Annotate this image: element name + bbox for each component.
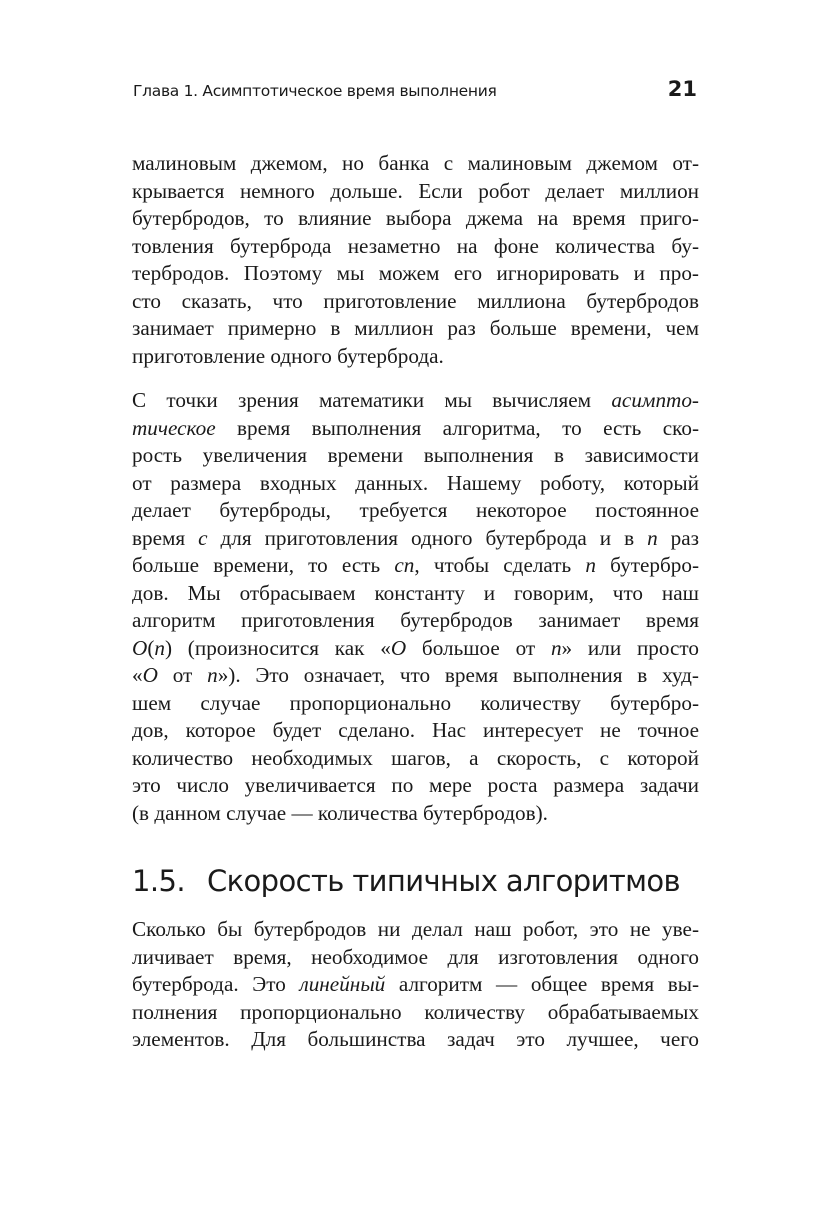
paragraph-2 [132, 387, 699, 827]
text-line: личивает время, необходимое для изготовления одного [132, 944, 699, 969]
term-linear: линейный [299, 972, 386, 996]
math-var: c [198, 525, 208, 550]
section-number: 1.5. [132, 864, 185, 898]
text-line: малиновым джемом, но банка с малиновым джемом от- [132, 151, 699, 175]
text-line: от размера входных данных. Нашему роботу, который [132, 470, 699, 495]
text-line: (в данном случае — количества бутербродов). [132, 800, 548, 825]
math-var: n [585, 553, 596, 577]
math-var: n [154, 635, 165, 660]
text-line: С точки зрения математики мы вычисляем асимпто- [132, 388, 699, 412]
text-line: занимает примерно в миллион раз больше времени, чем [132, 316, 699, 340]
paragraph-3 [132, 916, 699, 1054]
math-var: O [132, 635, 148, 660]
section-title: Скорость типичных алгоритмов [206, 864, 681, 898]
running-head: Глава 1. Асимптотическое время выполнения [133, 82, 497, 100]
term-asymptotic: асимпто- [611, 388, 699, 412]
text-line: элементов. Для большинства задач это лучшее, чего [132, 1027, 699, 1051]
text-line: время c для приготовления одного бутерброда и в n раз [132, 525, 700, 550]
text-line: бутербродов, то влияние выбора джема на время приго- [132, 206, 699, 230]
text-line: это число увеличивается по мере роста размера задачи [132, 773, 699, 797]
text-line: сто сказать, что приготовление миллиона бутербродов [132, 288, 699, 313]
text-line: шем случае пропорционально количеству бутербро- [132, 690, 699, 715]
paragraph-1 [132, 150, 699, 370]
text-line: крывается немного дольше. Если робот делает миллион [132, 178, 699, 203]
page-header [133, 79, 699, 103]
text-line: делает бутерброды, требуется некоторое постоянное [132, 498, 699, 522]
text-line: рость увеличения времени выполнения в зависимости [132, 443, 699, 467]
text-line: товления бутерброда незаметно на фоне количества бу- [132, 233, 699, 258]
math-var: n [647, 525, 658, 550]
text-line: Сколько бы бутербродов ни делал наш робот, это не уве- [132, 917, 699, 941]
math-var: O [142, 663, 158, 687]
math-var: n [207, 663, 218, 687]
math-var: n [550, 635, 562, 660]
text-line: O(n) (произносится как «O большое от n» или просто [132, 635, 699, 660]
math-var: O [390, 635, 407, 660]
term-asymptotic-cont: тическое [132, 415, 216, 440]
text-line: приготовление одного бутерброда. [132, 343, 444, 368]
section-heading [132, 863, 699, 899]
text-line: бутерброда. Это линейный алгоритм — общее время вы- [132, 972, 699, 996]
math-var: cn [394, 553, 415, 577]
text-line: количество необходимых шагов, а скорость, с которой [132, 745, 699, 770]
page-number: 21 [667, 77, 697, 101]
text-line: алгоритм приготовления бутербродов занимает время [132, 608, 699, 632]
text-line: дов. Мы отбрасываем константу и говорим, что наш [132, 580, 699, 605]
text-line: дов, которое будет сделано. Нас интересует не точное [132, 718, 699, 742]
text-line: «O от n»). Это означает, что время выполнения в худ- [132, 663, 699, 687]
text-line: тическое время выполнения алгоритма, то есть ско- [132, 415, 699, 440]
text-line: полнения пропорционально количеству обрабатываемых [132, 999, 699, 1024]
text-line: тербродов. Поэтому мы можем его игнорировать и про- [132, 261, 699, 285]
text-line: больше времени, то есть cn, чтобы сделать n бутербро- [132, 553, 700, 577]
page-body [132, 150, 699, 1054]
